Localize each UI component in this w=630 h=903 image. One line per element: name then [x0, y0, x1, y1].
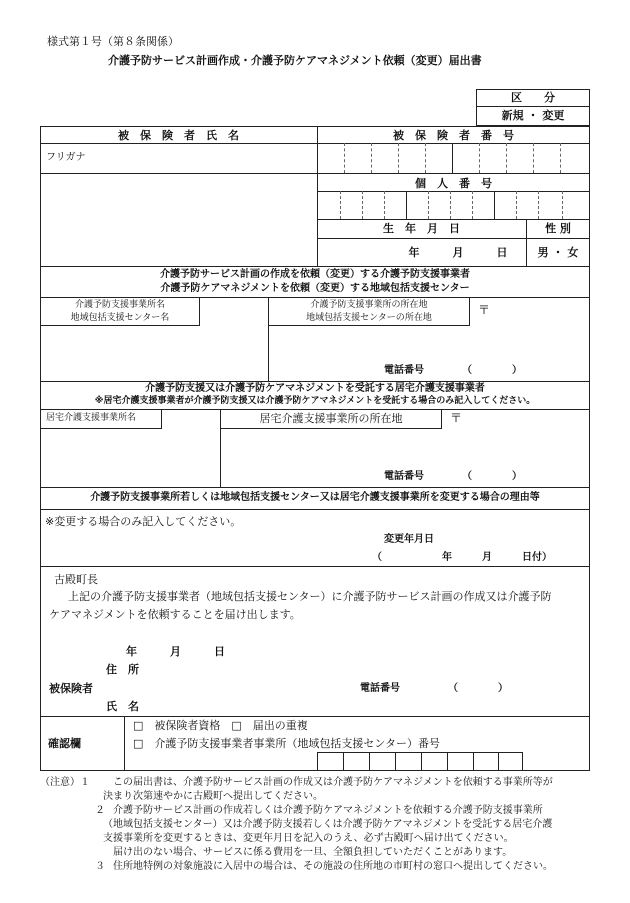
confirmation-label: 確認欄 — [48, 737, 81, 750]
declaration-phone-field[interactable]: （ ） — [448, 683, 508, 694]
insured-number-header: 被 保 険 者 番 号 — [393, 129, 514, 142]
home-care-phone-label: 電話番号 — [384, 471, 424, 482]
home-care-address-label: 居宅介護支援事業所の所在地 — [259, 412, 403, 425]
declaration-name-field[interactable] — [150, 697, 350, 713]
furigana-label: フリガナ — [46, 152, 86, 163]
home-care-phone-field[interactable]: （ ） — [462, 471, 522, 482]
gender-label: 性 別 — [545, 222, 571, 235]
home-care-heading2: ※居宅介護支援事業者が介護予防支援又は介護予防ケアマネジメントを受託する場合のみ記入してください。 — [94, 396, 536, 406]
provider-number-field[interactable] — [318, 753, 521, 770]
support-postal-mark: 〒 — [478, 303, 491, 317]
home-care-name-label: 居宅介護支援事業所名 — [46, 413, 137, 423]
form-title: 介護予防サービス計画作成・介護予防ケアマネジメント依頼（変更）届出書 — [108, 54, 482, 67]
confirmation-check2[interactable]: □ 介護予防支援事業者事業所（地域包括支援センター）番号 — [133, 737, 440, 750]
notes-prefix: （注意）１ — [40, 777, 90, 788]
birthdate-value[interactable]: 年 月 日 — [408, 246, 508, 259]
gender-value[interactable]: 男 ・ 女 — [537, 246, 579, 259]
support-provider-heading2: 介護予防ケアマネジメントを依頼（変更）する地域包括支援センター — [160, 283, 470, 294]
declaration-address-label: 住 所 — [106, 663, 139, 676]
insured-number-field[interactable] — [318, 144, 589, 172]
support-address-label2: 地域包括支援センターの所在地 — [306, 313, 432, 323]
declaration-address-field[interactable] — [150, 660, 580, 678]
change-date-label: 変更年月日 — [384, 534, 434, 545]
support-name-label2: 地域包括支援センター名 — [70, 313, 170, 323]
category-label: 区 分 — [511, 91, 555, 104]
change-date-value[interactable]: （ 年 月 日付） — [372, 552, 552, 563]
home-care-heading1: 介護予防支援又は介護予防ケアマネジメントを受託する居宅介護支援事業者 — [145, 383, 485, 394]
addressee: 古殿町長 — [54, 573, 98, 586]
category-value[interactable]: 新規 ・ 変更 — [501, 109, 565, 122]
note3-num: ３ — [95, 861, 105, 872]
insured-name-field[interactable] — [41, 174, 316, 265]
support-phone-label: 電話番号 — [384, 365, 424, 376]
declaration-phone-label: 電話番号 — [360, 683, 400, 694]
home-care-postal-mark: 〒 — [450, 411, 463, 425]
support-address-field[interactable] — [269, 327, 589, 363]
declaration-text2: ケアマネジメントを依頼することを届け出します。 — [49, 608, 301, 621]
home-care-address-field[interactable] — [221, 430, 589, 468]
change-reason-heading: 介護予防支援事業所若しくは地域包括支援センター又は居宅介護支援事業所を変更する場合の理由等 — [90, 492, 540, 503]
insured-name-header: 被 保 険 者 氏 名 — [118, 129, 239, 142]
birthdate-label: 生 年 月 日 — [383, 222, 460, 235]
note1b: 決まり次第速やかに古殿町へ提出してください。 — [103, 791, 323, 802]
note1a: この届出書は、介護予防サービス計画の作成又は介護予防ケアマネジメントを依頼する事業所等が — [113, 777, 553, 788]
declaration-insured-label: 被保険者 — [49, 682, 93, 695]
support-name-label1: 介護予防支援事業所名 — [74, 300, 165, 310]
support-phone-field[interactable]: （ ） — [462, 365, 522, 376]
declaration-name-label: 氏 名 — [106, 700, 139, 713]
note2a: 介護予防サービス計画の作成若しくは介護予防ケアマネジメントを依頼する介護予防支援事業所 — [113, 805, 543, 816]
note2-num: ２ — [95, 805, 105, 816]
declaration-text1: 上記の介護予防支援事業者（地域包括支援センター）に介護予防サービス計画の作成又は介護予防 — [68, 590, 552, 603]
declaration-date[interactable]: 年 月 日 — [126, 645, 225, 658]
confirmation-check1[interactable]: □ 被保険者資格 □ 届出の重複 — [133, 719, 308, 732]
note2d: 届け出のない場合、サービスに係る費用を一旦、全額負担していただくことがあります。 — [113, 847, 513, 858]
support-address-label1: 介護予防支援事業所の所在地 — [310, 300, 428, 310]
support-provider-heading1: 介護予防サービス計画の作成を依頼（変更）する介護予防支援事業者 — [160, 269, 470, 280]
note2c: 支援事業所を変更するときは、変更年月日を記入のうえ、必ず古殿町へ届け出てください。 — [103, 833, 514, 844]
note2b: （地域包括支援センター）又は介護予防支援若しくは介護予防ケアマネジメントを受託する居宅介護 — [103, 819, 553, 830]
personal-number-label: 個 人 番 号 — [415, 177, 492, 190]
form-number: 様式第１号（第８条関係） — [47, 35, 179, 48]
personal-number-field[interactable] — [318, 192, 589, 218]
change-reason-note: ※変更する場合のみ記入してください。 — [45, 515, 242, 528]
support-name-field[interactable] — [41, 327, 267, 380]
note3a: 住所地特例の対象施設に入居中の場合は、その施設の住所地の市町村の窓口へ提出してください。 — [113, 861, 553, 872]
home-care-name-field[interactable] — [41, 430, 219, 486]
